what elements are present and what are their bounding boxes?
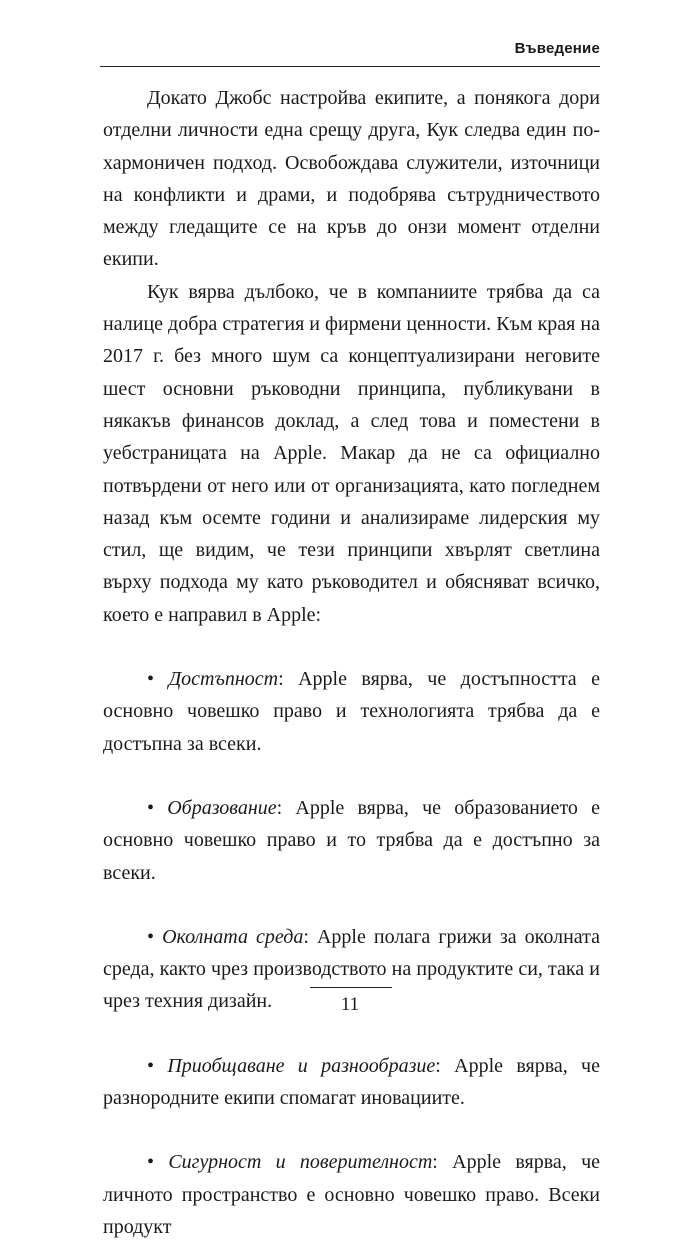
bullet-text: : Apple вярва, че разнородните екипи спомагат иновациите. [103,1054,600,1110]
bullet-item [103,1146,600,1243]
bullet-item [103,663,600,760]
bullet-marker: • [147,668,155,691]
bullet-text: : Apple полага грижи за околната среда, както чрез производството на продуктите си, така и чрез техния дизайн. [103,925,601,1013]
bullet-item [103,792,600,889]
bullet-text: : Apple вярва, че достъпността е основно човешко право и технологията трябва да е достъпна за всеки. [103,668,600,755]
running-header: Въведение [514,40,600,57]
bullet-marker: • [147,1054,155,1077]
paragraph: Докато Джобс настройва екипите, а понякога дори отделни личности една срещу друга, Кук следва един по-хармоничен подход. Освобождава служители, източници на конфликти и драми, и подобрява сътрудничеството между гледащите се на кръв до онзи момент отделни екипи. [103,87,600,271]
header-divider [100,66,600,67]
footer-divider [310,987,392,988]
bullet-term: Достъпност [168,668,279,691]
bullet-item [103,1050,600,1115]
body-text [103,82,600,1243]
bullet-marker: • [147,796,155,819]
bullet-term: Околната среда [162,925,304,948]
bullet-marker: • [147,1151,155,1174]
bullet-text: : Apple вярва, че образованието е основно човешко право и то трябва да е достъпно за всеки. [103,796,601,884]
bullet-text: : Apple вярва, че личното пространство е основно човешко право. Всеки продукт [103,1151,600,1238]
bullet-term: Образование [167,796,277,819]
page-number: 11 [340,994,360,1015]
bullet-term: Приобщаване и разнообразие [167,1054,436,1077]
paragraph: Кук вярва дълбоко, че в компаниите трябва да са налице добра стратегия и фирмени ценности. Към края на 2017 г. без много шум са концептуализирани неговите шест основни ръководни принципа, публикувани в някакъв финансов доклад, а след това и поместени в уебстраницата на Apple. Макар да не са официално потвърдени от него или от организацията, като погледнем назад към осемте години и анализираме лидерския му стил, ще видим, че тези принципи хвърлят светлина върху подхода му като ръководител и обясняват всичко, което е направил в Apple: [103,280,600,626]
bullet-marker: • [147,925,155,948]
bullet-term: Сигурност и поверителност [168,1151,433,1174]
